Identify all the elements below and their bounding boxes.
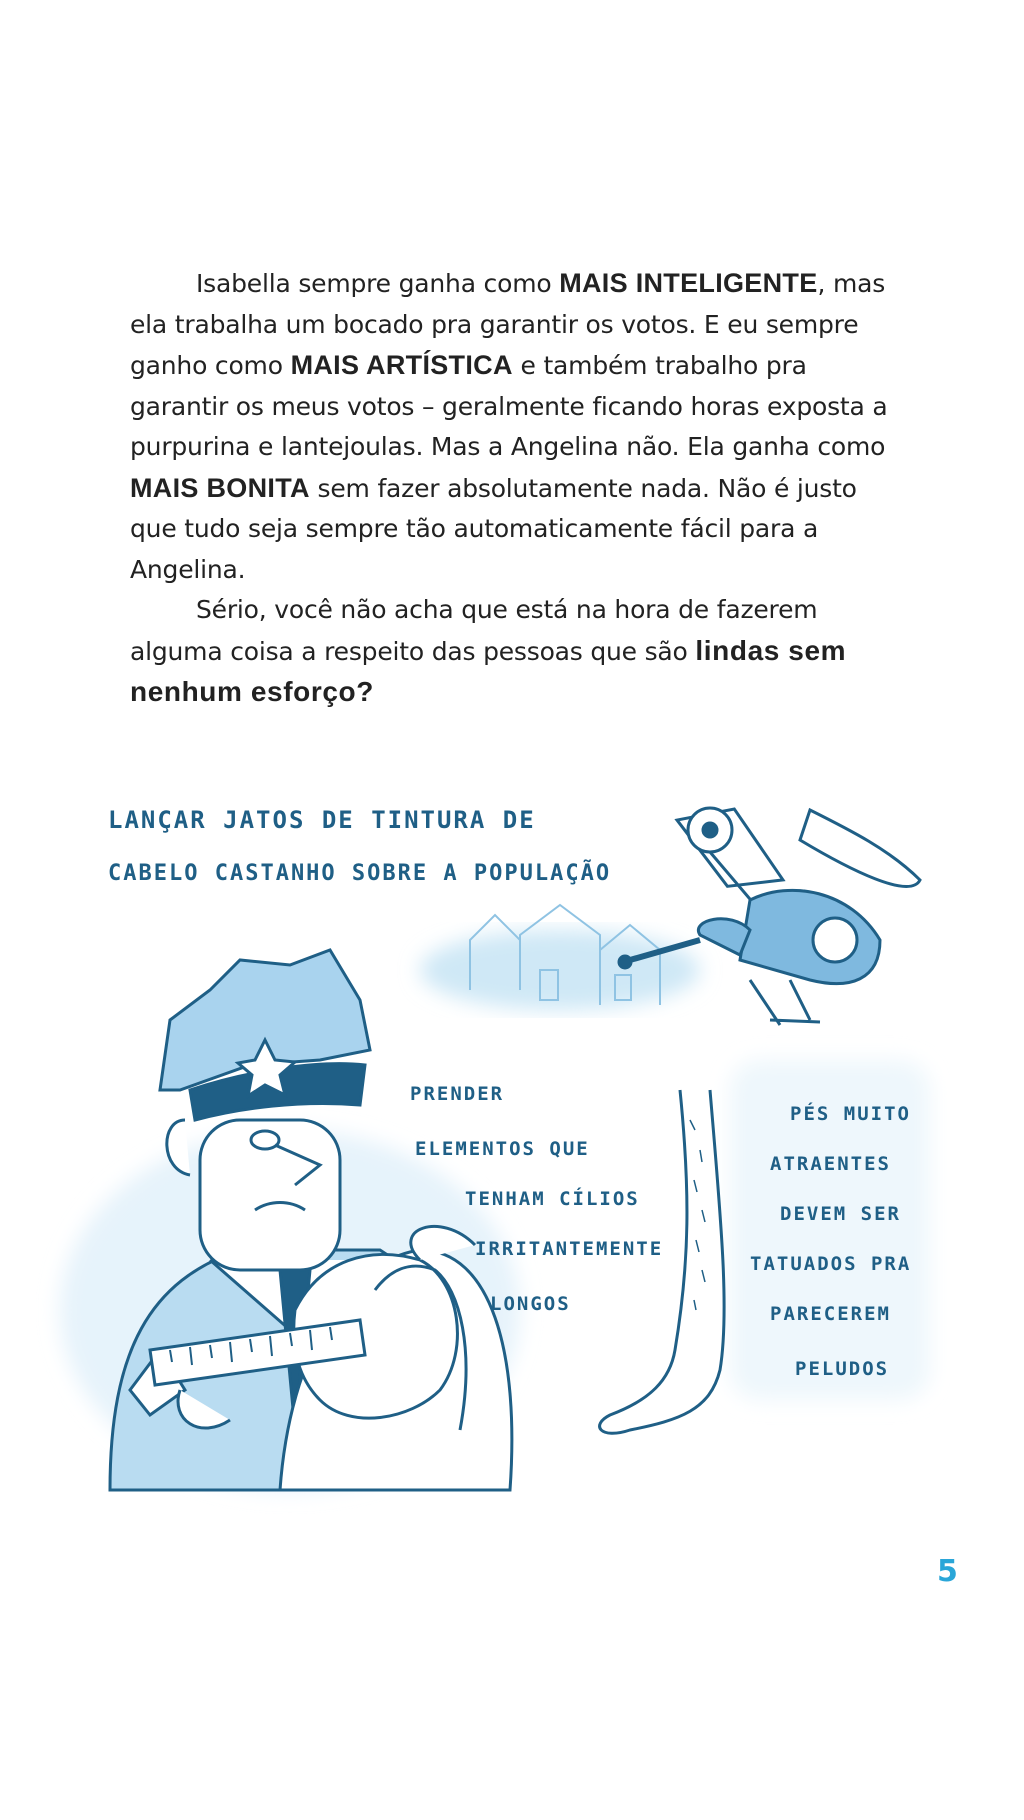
caption-feet-line-2: ATRAENTES <box>770 1153 891 1175</box>
emphasis-effortless: lindas sem nenhum esforço? <box>130 634 847 707</box>
text-run: sem fazer absolutamente nada. Não é justo que tudo seja sempre tão automaticamente fácil para a Angelina. <box>130 473 857 584</box>
caption-feet-line-5: PARECEREM <box>770 1303 891 1325</box>
hairy-leg <box>600 1090 725 1433</box>
caption-arrest-line-1: PRENDER <box>410 1083 505 1105</box>
body-text <box>130 263 910 714</box>
caption-feet-line-1: PÉS MUITO <box>790 1103 911 1125</box>
illustration-svg <box>90 790 950 1490</box>
caption-spray-line-1: LANÇAR JATOS DE TINTURA DE <box>108 806 536 834</box>
emphasis-most-beautiful: MAIS BONITA <box>130 472 310 503</box>
text-run: Isabella sempre ganha como <box>196 269 560 298</box>
caption-feet-line-4: TATUADOS PRA <box>750 1253 912 1275</box>
paragraph-1 <box>130 263 910 590</box>
caption-arrest-line-5: LONGOS <box>490 1293 571 1315</box>
page-number: 5 <box>937 1554 958 1589</box>
caption-feet-line-3: DEVEM SER <box>780 1203 901 1225</box>
caption-arrest-line-4: IRRITANTEMENTE <box>475 1238 664 1260</box>
caption-arrest-line-3: TENHAM CÍLIOS <box>465 1188 640 1210</box>
emphasis-most-artistic: MAIS ARTÍSTICA <box>290 350 513 380</box>
text-run: e também trabalho pra garantir os meus votos – geralmente ficando horas exposta a purpurina e lantejoulas. Mas a Angelina não. Ela ganha como <box>130 351 888 461</box>
cartoon-illustration <box>90 790 950 1490</box>
caption-feet-line-6: PELUDOS <box>795 1358 890 1380</box>
paragraph-2 <box>130 590 910 714</box>
text-run: , mas ela trabalha um bocado pra garantir os votos. E eu sempre ganho como <box>130 269 886 380</box>
spray-cloud <box>420 930 700 1010</box>
emphasis-most-intelligent: MAIS INTELIGENTE <box>559 268 818 298</box>
text-run: Sério, você não acha que está na hora de fazerem alguma coisa a respeito das pessoas que são <box>130 595 818 666</box>
caption-arrest-line-2: ELEMENTOS QUE <box>415 1138 590 1160</box>
caption-spray-line-2: CABELO CASTANHO SOBRE A POPULAÇÃO <box>108 861 612 886</box>
